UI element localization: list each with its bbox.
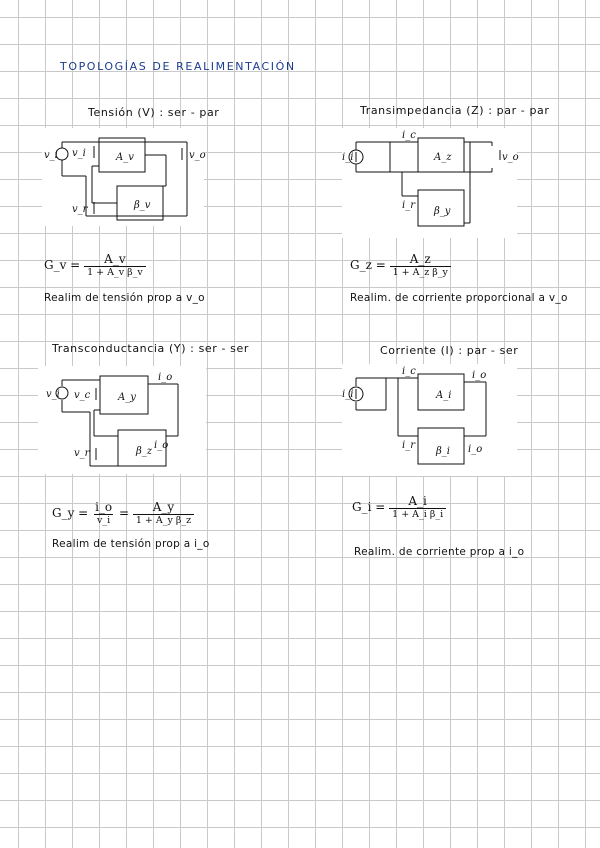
diagram-tension	[42, 128, 204, 226]
diagram-source-label: v_i	[44, 150, 58, 161]
note-tension: Realim de tensión prop a v_o	[44, 292, 205, 304]
feedback-block-label: β_y	[434, 206, 451, 217]
diagram-feedback-label: i_r	[402, 200, 415, 211]
diagram-source-label: v_i	[46, 389, 60, 400]
formula-tension	[44, 252, 146, 278]
forward-block-label: A_i	[436, 390, 452, 401]
diagram-source-label: i_i	[342, 152, 354, 163]
heading-tension: Tensión (V) : ser - par	[88, 106, 220, 119]
note-transimpedancia: Realim. de corriente proporcional a v_o	[350, 292, 568, 304]
formula-lhs: G_z =	[350, 258, 386, 272]
diagram-input-label: i_c	[402, 130, 416, 141]
diagram-input-label: i_c	[402, 366, 416, 377]
diagram-feedback-label: v_r	[74, 448, 90, 459]
diagram-transimpedancia	[342, 128, 517, 238]
note-transconductancia: Realim de tensión prop a i_o	[52, 538, 210, 550]
formula-lhs: G_y =	[52, 506, 89, 520]
diagram-feedback-output-label: i_o	[154, 440, 169, 451]
formula-denominator: 1 + A_v β_v	[84, 266, 146, 278]
formula-mid-numerator: i_o	[95, 500, 113, 514]
diagram-source-label: i_i	[342, 389, 354, 400]
diagram-feedback-label: v_r	[72, 204, 88, 215]
note-corriente: Realim. de corriente prop a i_o	[354, 546, 525, 558]
formula-numerator: A_i	[408, 494, 427, 508]
formula-numerator: A_y	[152, 500, 175, 514]
formula-numerator: A_v	[104, 252, 126, 266]
formula-transconductancia	[52, 500, 194, 526]
heading-transconductancia: Transconductancia (Y) : ser - ser	[52, 342, 249, 355]
formula-lhs: G_v =	[44, 258, 81, 272]
diagram-input-label: v_c	[74, 390, 91, 401]
forward-block-label: A_v	[116, 152, 134, 163]
page-title: TOPOLOGÍAS DE REALIMENTACIÓN	[60, 60, 296, 73]
formula-lhs: G_i =	[352, 500, 386, 514]
formula-transimpedancia	[350, 252, 451, 278]
formula-equals: =	[118, 506, 130, 520]
diagram-output-label: v_o	[502, 152, 519, 163]
formula-denominator: 1 + A_i β_i	[389, 508, 446, 520]
diagram-input-label: v_i	[72, 148, 86, 159]
diagram-feedback-output-label: i_o	[468, 444, 483, 455]
formula-denominator: 1 + A_y β_z	[133, 514, 194, 526]
diagram-corriente	[342, 364, 517, 476]
formula-corriente	[352, 494, 446, 520]
feedback-block-label: β_i	[436, 446, 450, 457]
diagram-feedback-label: i_r	[402, 440, 415, 451]
feedback-block-label: β_z	[136, 446, 153, 457]
formula-denominator: 1 + A_z β_y	[390, 266, 451, 278]
formula-numerator: A_z	[409, 252, 431, 266]
diagram-output-label: i_o	[472, 370, 487, 381]
feedback-block-label: β_v	[134, 200, 151, 211]
forward-block-label: A_z	[434, 152, 452, 163]
diagram-output-label: i_o	[158, 372, 173, 383]
heading-transimpedancia: Transimpedancia (Z) : par - par	[360, 104, 550, 117]
diagram-transconductancia	[38, 366, 206, 474]
heading-corriente: Corriente (I) : par - ser	[380, 344, 519, 357]
formula-mid-denominator: v_i	[94, 514, 113, 526]
forward-block-label: A_y	[118, 392, 136, 403]
diagram-output-label: v_o	[189, 150, 206, 161]
